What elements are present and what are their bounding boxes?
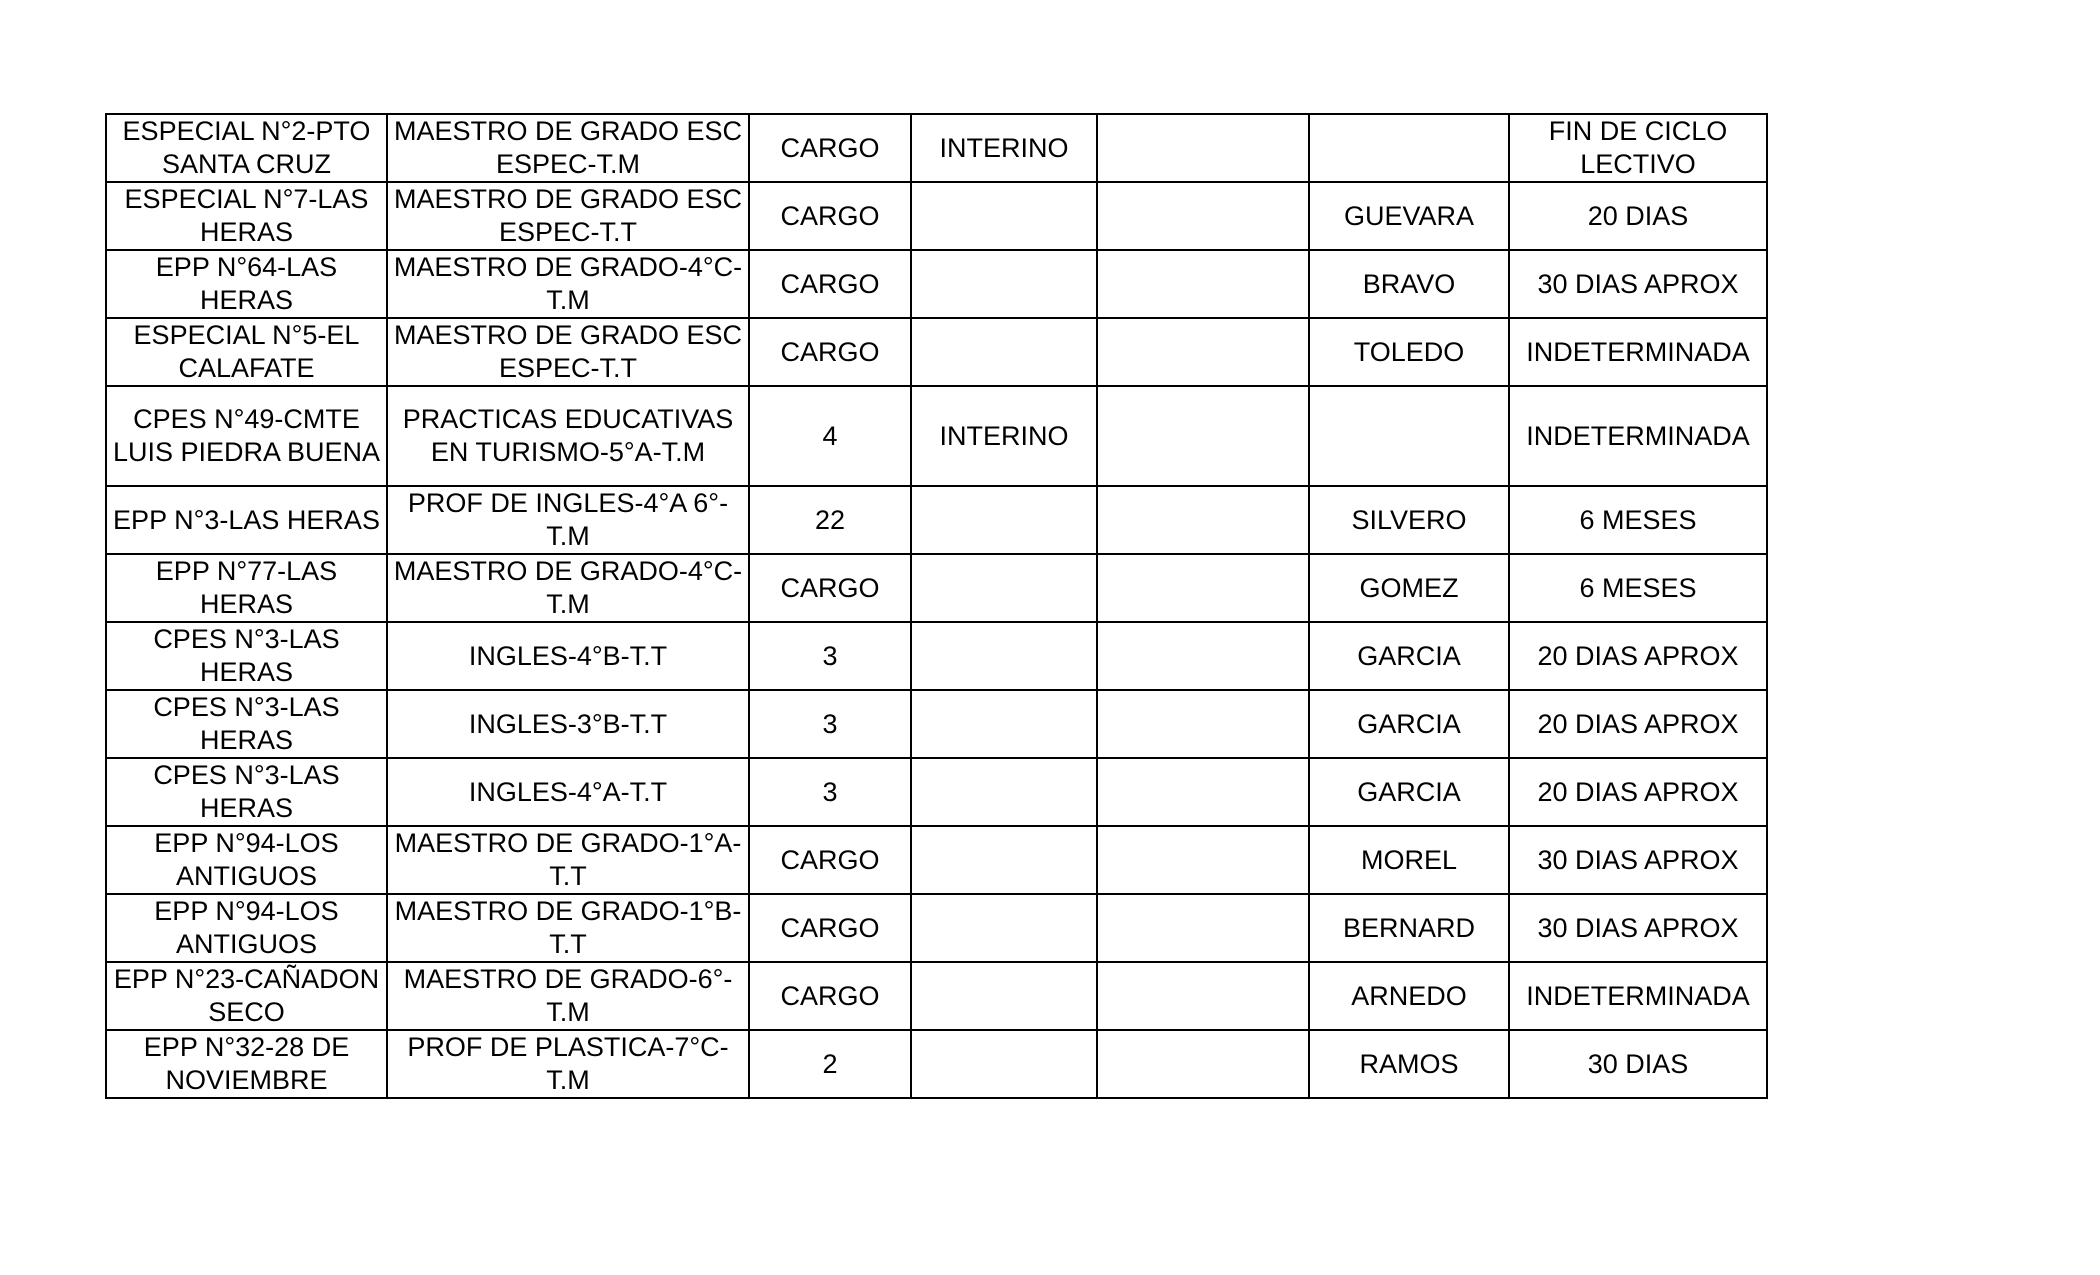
status-cell	[911, 554, 1097, 622]
table-row	[106, 386, 1767, 486]
teacher-cell	[1309, 386, 1509, 486]
duration-cell: 30 DIAS APROX	[1509, 826, 1767, 894]
table-row	[106, 758, 1767, 826]
teacher-cell: ARNEDO	[1309, 962, 1509, 1030]
hours-cell: CARGO	[749, 894, 911, 962]
hours-cell: 2	[749, 1030, 911, 1098]
table-row	[106, 894, 1767, 962]
hours-cell: CARGO	[749, 826, 911, 894]
hours-cell: 4	[749, 386, 911, 486]
hours-cell: CARGO	[749, 554, 911, 622]
school-cell: CPES N°49-CMTE LUIS PIEDRA BUENA	[106, 386, 387, 486]
school-cell: EPP N°94-LOS ANTIGUOS	[106, 894, 387, 962]
status-cell	[911, 962, 1097, 1030]
teacher-cell: MOREL	[1309, 826, 1509, 894]
duration-cell: INDETERMINADA	[1509, 386, 1767, 486]
duration-cell: 6 MESES	[1509, 486, 1767, 554]
table-row	[106, 250, 1767, 318]
duration-cell: 20 DIAS APROX	[1509, 758, 1767, 826]
duration-cell: INDETERMINADA	[1509, 962, 1767, 1030]
empty-cell	[1097, 962, 1309, 1030]
school-cell: EPP N°64-LAS HERAS	[106, 250, 387, 318]
empty-cell	[1097, 386, 1309, 486]
status-cell	[911, 894, 1097, 962]
hours-cell: 3	[749, 758, 911, 826]
empty-cell	[1097, 758, 1309, 826]
hours-cell: 22	[749, 486, 911, 554]
hours-cell: CARGO	[749, 182, 911, 250]
position-cell: MAESTRO DE GRADO-6°-T.M	[387, 962, 749, 1030]
empty-cell	[1097, 690, 1309, 758]
school-cell: ESPECIAL N°2-PTO SANTA CRUZ	[106, 114, 387, 182]
teacher-cell: GARCIA	[1309, 622, 1509, 690]
duration-cell: 30 DIAS APROX	[1509, 894, 1767, 962]
school-cell: EPP N°23-CAÑADON SECO	[106, 962, 387, 1030]
teacher-cell: GARCIA	[1309, 690, 1509, 758]
school-cell: EPP N°32-28 DE NOVIEMBRE	[106, 1030, 387, 1098]
table-row	[106, 182, 1767, 250]
teacher-cell: BERNARD	[1309, 894, 1509, 962]
position-cell: MAESTRO DE GRADO-4°C-T.M	[387, 554, 749, 622]
teacher-cell: RAMOS	[1309, 1030, 1509, 1098]
empty-cell	[1097, 826, 1309, 894]
status-cell	[911, 622, 1097, 690]
position-cell: INGLES-4°B-T.T	[387, 622, 749, 690]
position-cell: MAESTRO DE GRADO ESC ESPEC-T.M	[387, 114, 749, 182]
table-row	[106, 554, 1767, 622]
teacher-cell: GOMEZ	[1309, 554, 1509, 622]
position-cell: PROF DE PLASTICA-7°C-T.M	[387, 1030, 749, 1098]
position-cell: MAESTRO DE GRADO ESC ESPEC-T.T	[387, 318, 749, 386]
table-row	[106, 622, 1767, 690]
position-cell: MAESTRO DE GRADO-1°A-T.T	[387, 826, 749, 894]
school-cell: ESPECIAL N°5-EL CALAFATE	[106, 318, 387, 386]
status-cell	[911, 826, 1097, 894]
school-cell: CPES N°3-LAS HERAS	[106, 622, 387, 690]
duration-cell: FIN DE CICLO LECTIVO	[1509, 114, 1767, 182]
hours-cell: 3	[749, 622, 911, 690]
empty-cell	[1097, 894, 1309, 962]
hours-cell: CARGO	[749, 318, 911, 386]
empty-cell	[1097, 114, 1309, 182]
duration-cell: 30 DIAS	[1509, 1030, 1767, 1098]
hours-cell: CARGO	[749, 250, 911, 318]
status-cell	[911, 318, 1097, 386]
hours-cell: CARGO	[749, 962, 911, 1030]
teacher-cell: TOLEDO	[1309, 318, 1509, 386]
position-cell: MAESTRO DE GRADO-4°C-T.M	[387, 250, 749, 318]
school-cell: CPES N°3-LAS HERAS	[106, 690, 387, 758]
school-cell: EPP N°77-LAS HERAS	[106, 554, 387, 622]
school-cell: CPES N°3-LAS HERAS	[106, 758, 387, 826]
teacher-cell	[1309, 114, 1509, 182]
status-cell	[911, 690, 1097, 758]
duration-cell: 20 DIAS APROX	[1509, 690, 1767, 758]
table-row	[106, 318, 1767, 386]
empty-cell	[1097, 486, 1309, 554]
position-cell: PRACTICAS EDUCATIVAS EN TURISMO-5°A-T.M	[387, 386, 749, 486]
empty-cell	[1097, 318, 1309, 386]
table-row	[106, 1030, 1767, 1098]
school-cell: EPP N°94-LOS ANTIGUOS	[106, 826, 387, 894]
status-cell	[911, 182, 1097, 250]
status-cell	[911, 486, 1097, 554]
status-cell	[911, 250, 1097, 318]
teacher-cell: GARCIA	[1309, 758, 1509, 826]
duration-cell: 20 DIAS	[1509, 182, 1767, 250]
empty-cell	[1097, 250, 1309, 318]
school-cell: ESPECIAL N°7-LAS HERAS	[106, 182, 387, 250]
table-row	[106, 690, 1767, 758]
status-cell: INTERINO	[911, 386, 1097, 486]
position-cell: INGLES-4°A-T.T	[387, 758, 749, 826]
table-row	[106, 962, 1767, 1030]
vacancies-table	[105, 113, 1768, 1099]
position-cell: INGLES-3°B-T.T	[387, 690, 749, 758]
empty-cell	[1097, 182, 1309, 250]
empty-cell	[1097, 1030, 1309, 1098]
duration-cell: 6 MESES	[1509, 554, 1767, 622]
spreadsheet-page	[105, 113, 1768, 1099]
school-cell: EPP N°3-LAS HERAS	[106, 486, 387, 554]
teacher-cell: SILVERO	[1309, 486, 1509, 554]
status-cell	[911, 758, 1097, 826]
table-row	[106, 826, 1767, 894]
empty-cell	[1097, 554, 1309, 622]
hours-cell: 3	[749, 690, 911, 758]
position-cell: PROF DE INGLES-4°A 6°-T.M	[387, 486, 749, 554]
position-cell: MAESTRO DE GRADO-1°B-T.T	[387, 894, 749, 962]
hours-cell: CARGO	[749, 114, 911, 182]
position-cell: MAESTRO DE GRADO ESC ESPEC-T.T	[387, 182, 749, 250]
empty-cell	[1097, 622, 1309, 690]
status-cell: INTERINO	[911, 114, 1097, 182]
duration-cell: 30 DIAS APROX	[1509, 250, 1767, 318]
teacher-cell: BRAVO	[1309, 250, 1509, 318]
duration-cell: 20 DIAS APROX	[1509, 622, 1767, 690]
duration-cell: INDETERMINADA	[1509, 318, 1767, 386]
table-row	[106, 486, 1767, 554]
teacher-cell: GUEVARA	[1309, 182, 1509, 250]
status-cell	[911, 1030, 1097, 1098]
table-row	[106, 114, 1767, 182]
